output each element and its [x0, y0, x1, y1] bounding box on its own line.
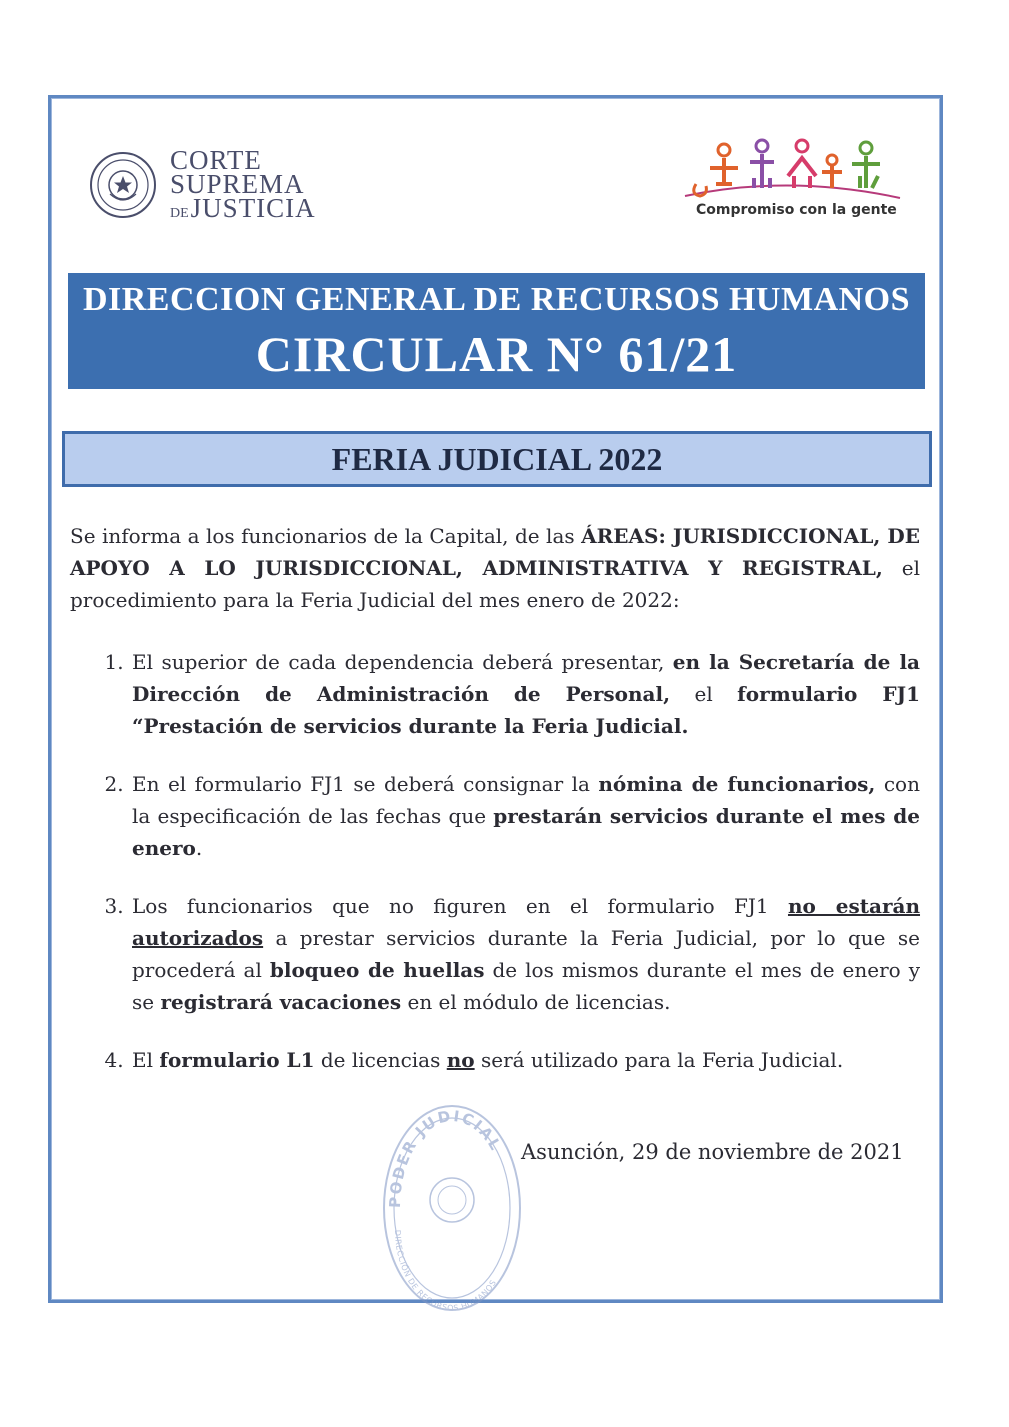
item-2-bold-2: prestarán servicios durante el mes de enero: [132, 804, 920, 860]
stamp-top-text: PODER JUDICIAL: [385, 1106, 506, 1209]
institution-line-3-prefix: DE: [170, 206, 189, 221]
list-item: [130, 1044, 920, 1076]
people-icon: [680, 136, 905, 206]
institution-line-2: SUPREMA: [170, 169, 305, 199]
item-2-text-1: En el formulario FJ1 se deberá consignar la: [132, 772, 599, 796]
intro-text-1: Se informa a los funcionarios de la Capital, de las: [70, 524, 582, 548]
item-2-bold-1: nómina de funcionarios,: [598, 772, 876, 796]
institution-line-3: [170, 193, 316, 226]
csj-logo: [88, 146, 348, 226]
item-3-bold-2: registrará vacaciones: [160, 990, 402, 1014]
item-4-underlined: no: [446, 1048, 475, 1072]
item-1-bold-1: en la Secretaría de la Dirección de Administración de Personal,: [132, 650, 920, 706]
item-2-text-2: con la especificación de las fechas que: [132, 772, 920, 828]
subject-banner: [62, 431, 932, 487]
item-4-text-3: será utilizado para la Feria Judicial.: [474, 1048, 844, 1072]
compromiso-logo: [680, 136, 905, 226]
item-3-text-4: en el módulo de licencias.: [401, 990, 671, 1014]
document-body: [70, 520, 920, 1102]
item-4-text-1: El: [132, 1048, 160, 1072]
item-4-text-2: de licencias: [314, 1048, 447, 1072]
item-3-bold-1: bloqueo de huellas: [269, 958, 485, 982]
item-3-text-2: a prestar servicios durante la Feria Judicial, por lo que se procederá al: [132, 926, 920, 982]
list-item: [130, 768, 920, 864]
stamp-bottom-text: DIRECCIÓN DE RECURSOS HUMANOS: [392, 1229, 499, 1313]
item-3-text-3: de los mismos durante el mes de enero y se: [132, 958, 920, 1014]
list-item: [130, 646, 920, 742]
title-banner: [68, 273, 925, 389]
item-1-text-2: el: [670, 682, 738, 706]
item-4-bold-1: formulario L1: [159, 1048, 315, 1072]
circular-number: CIRCULAR N° 61/21: [255, 326, 738, 382]
official-stamp-icon: [380, 1100, 525, 1315]
list-item: [130, 890, 920, 1018]
intro-text-2: el procedimiento para la Feria Judicial del mes enero de 2022:: [70, 556, 920, 612]
institution-line-3-word: JUSTICIA: [190, 193, 316, 223]
item-3-text-1: Los funcionarios que no figuren en el formulario FJ1: [132, 894, 788, 918]
date-line: Asunción, 29 de noviembre de 2021: [521, 1140, 904, 1164]
item-3-underlined: no estarán autorizados: [132, 894, 921, 950]
subject-title: FERIA JUDICIAL 2022: [331, 441, 663, 477]
intro-paragraph: [70, 520, 920, 616]
svg-text:DIRECCIÓN DE RECURSOS HUMANOS: [393, 1230, 498, 1313]
item-1-text-1: El superior de cada dependencia deberá presentar,: [132, 650, 673, 674]
intro-areas: ÁREAS: JURISDICCIONAL, DE APOYO A LO JURISDICCIONAL, ADMINISTRATIVA Y REGISTRAL,: [70, 524, 920, 580]
procedure-list: [70, 646, 920, 1076]
institution-line-1: CORTE: [170, 145, 262, 175]
institution-name: [170, 145, 316, 226]
item-1-bold-2: formulario FJ1 “Prestación de servicios durante la Feria Judicial.: [132, 682, 920, 738]
department-title: DIRECCION GENERAL DE RECURSOS HUMANOS: [82, 281, 911, 318]
item-2-text-3: .: [195, 836, 203, 860]
national-seal-icon: [88, 150, 158, 220]
slogan: Compromiso con la gente: [696, 202, 897, 218]
